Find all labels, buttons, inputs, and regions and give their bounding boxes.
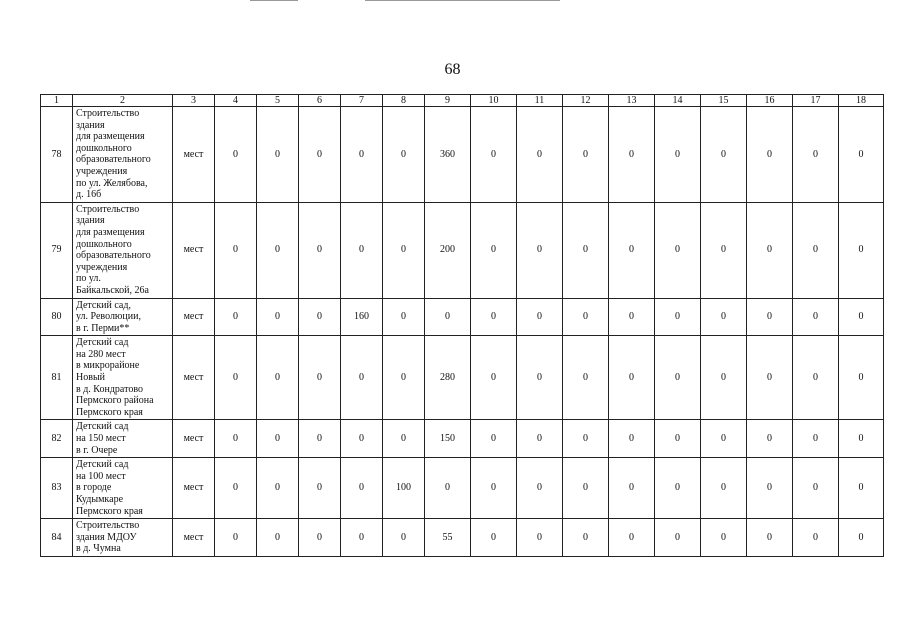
description-line: по ул. bbox=[76, 273, 101, 285]
value-cell: 0 bbox=[517, 458, 563, 519]
description-line: д. 16б bbox=[76, 189, 102, 201]
unit-cell: мест bbox=[173, 458, 215, 519]
description-line: Строительство bbox=[76, 520, 140, 532]
table-row bbox=[41, 298, 884, 336]
value-cell: 0 bbox=[609, 458, 655, 519]
description-line: на 280 мест bbox=[76, 348, 126, 360]
value-cell: 200 bbox=[425, 202, 471, 298]
column-number-header: 6 bbox=[299, 95, 341, 107]
value-cell: 0 bbox=[215, 519, 257, 557]
description-line: учреждения bbox=[76, 165, 128, 177]
value-cell: 0 bbox=[471, 420, 517, 458]
unit-cell: мест bbox=[173, 519, 215, 557]
column-number-header: 15 bbox=[701, 95, 747, 107]
column-number-header: 17 bbox=[793, 95, 839, 107]
row-number-cell: 79 bbox=[41, 202, 73, 298]
table-header-row bbox=[41, 95, 884, 107]
value-cell: 0 bbox=[299, 519, 341, 557]
object-description-cell bbox=[73, 336, 173, 420]
row-number-cell: 80 bbox=[41, 298, 73, 336]
description-line: по ул. Желябова, bbox=[76, 177, 148, 189]
value-cell: 0 bbox=[701, 458, 747, 519]
description-line: здания bbox=[76, 215, 105, 227]
value-cell: 0 bbox=[839, 107, 884, 203]
table-row bbox=[41, 519, 884, 557]
description-line: для размещения bbox=[76, 131, 145, 143]
description-line: учреждения bbox=[76, 261, 128, 273]
value-cell: 0 bbox=[839, 420, 884, 458]
value-cell: 0 bbox=[215, 298, 257, 336]
value-cell: 0 bbox=[383, 107, 425, 203]
description-line: Байкальской, 26а bbox=[76, 284, 149, 296]
value-cell: 160 bbox=[341, 298, 383, 336]
value-cell: 0 bbox=[517, 298, 563, 336]
value-cell: 0 bbox=[383, 336, 425, 420]
value-cell: 0 bbox=[747, 519, 793, 557]
value-cell: 0 bbox=[471, 458, 517, 519]
description-line: для размещения bbox=[76, 226, 145, 238]
value-cell: 0 bbox=[215, 458, 257, 519]
value-cell: 0 bbox=[383, 420, 425, 458]
description-line: ул. Революции, bbox=[76, 311, 141, 323]
value-cell: 0 bbox=[341, 519, 383, 557]
value-cell: 0 bbox=[655, 336, 701, 420]
value-cell: 0 bbox=[257, 458, 299, 519]
object-description-cell bbox=[73, 202, 173, 298]
value-cell: 0 bbox=[471, 298, 517, 336]
column-number-header: 8 bbox=[383, 95, 425, 107]
description-line: Детский сад, bbox=[76, 299, 131, 311]
value-cell: 0 bbox=[655, 298, 701, 336]
value-cell: 0 bbox=[425, 458, 471, 519]
table-row bbox=[41, 458, 884, 519]
object-description-cell bbox=[73, 420, 173, 458]
description-line: здания bbox=[76, 119, 105, 131]
object-description-cell bbox=[73, 298, 173, 336]
value-cell: 0 bbox=[215, 107, 257, 203]
value-cell: 0 bbox=[655, 458, 701, 519]
column-number-header: 14 bbox=[655, 95, 701, 107]
row-number-cell: 83 bbox=[41, 458, 73, 519]
value-cell: 0 bbox=[793, 519, 839, 557]
value-cell: 55 bbox=[425, 519, 471, 557]
object-description-cell bbox=[73, 458, 173, 519]
description-line: на 100 мест bbox=[76, 470, 126, 482]
value-cell: 0 bbox=[383, 298, 425, 336]
value-cell: 0 bbox=[471, 107, 517, 203]
row-number-cell: 82 bbox=[41, 420, 73, 458]
description-line: Новый bbox=[76, 372, 106, 384]
value-cell: 0 bbox=[609, 519, 655, 557]
description-line: в г. Очере bbox=[76, 444, 118, 456]
description-line: Пермского района bbox=[76, 395, 154, 407]
column-number-header: 5 bbox=[257, 95, 299, 107]
unit-cell: мест bbox=[173, 298, 215, 336]
value-cell: 0 bbox=[793, 420, 839, 458]
value-cell: 280 bbox=[425, 336, 471, 420]
value-cell: 0 bbox=[299, 202, 341, 298]
value-cell: 0 bbox=[701, 202, 747, 298]
unit-cell: мест bbox=[173, 336, 215, 420]
value-cell: 0 bbox=[341, 458, 383, 519]
value-cell: 0 bbox=[655, 202, 701, 298]
value-cell: 0 bbox=[747, 107, 793, 203]
value-cell: 0 bbox=[747, 458, 793, 519]
column-number-header: 16 bbox=[747, 95, 793, 107]
description-line: в микрорайоне bbox=[76, 360, 140, 372]
table-row bbox=[41, 420, 884, 458]
value-cell: 0 bbox=[471, 519, 517, 557]
scan-edge-line bbox=[250, 0, 298, 1]
value-cell: 0 bbox=[609, 336, 655, 420]
description-line: образовательного bbox=[76, 250, 151, 262]
description-line: здания МДОУ bbox=[76, 531, 137, 543]
value-cell: 0 bbox=[341, 107, 383, 203]
value-cell: 0 bbox=[563, 519, 609, 557]
value-cell: 0 bbox=[609, 298, 655, 336]
description-line: на 150 мест bbox=[76, 433, 126, 445]
value-cell: 150 bbox=[425, 420, 471, 458]
description-line: в г. Перми** bbox=[76, 322, 130, 334]
value-cell: 0 bbox=[839, 298, 884, 336]
value-cell: 0 bbox=[341, 420, 383, 458]
value-cell: 0 bbox=[839, 458, 884, 519]
value-cell: 0 bbox=[517, 107, 563, 203]
value-cell: 0 bbox=[655, 519, 701, 557]
value-cell: 0 bbox=[793, 458, 839, 519]
description-line: Строительство bbox=[76, 203, 140, 215]
value-cell: 0 bbox=[299, 336, 341, 420]
description-line: дошкольного bbox=[76, 238, 132, 250]
table-row bbox=[41, 202, 884, 298]
row-number-cell: 78 bbox=[41, 107, 73, 203]
column-number-header: 7 bbox=[341, 95, 383, 107]
value-cell: 0 bbox=[257, 202, 299, 298]
column-number-header: 2 bbox=[73, 95, 173, 107]
description-line: дошкольного bbox=[76, 142, 132, 154]
value-cell: 0 bbox=[609, 420, 655, 458]
value-cell: 0 bbox=[383, 519, 425, 557]
object-description-cell bbox=[73, 107, 173, 203]
value-cell: 0 bbox=[215, 336, 257, 420]
description-line: Детский сад bbox=[76, 337, 129, 349]
value-cell: 0 bbox=[341, 336, 383, 420]
column-number-header: 9 bbox=[425, 95, 471, 107]
capacity-table bbox=[40, 94, 884, 557]
value-cell: 0 bbox=[793, 107, 839, 203]
value-cell: 0 bbox=[471, 202, 517, 298]
column-number-header: 3 bbox=[173, 95, 215, 107]
value-cell: 0 bbox=[563, 336, 609, 420]
scan-edge-line bbox=[365, 0, 560, 1]
value-cell: 0 bbox=[383, 202, 425, 298]
value-cell: 0 bbox=[563, 202, 609, 298]
description-line: Детский сад bbox=[76, 421, 129, 433]
column-number-header: 12 bbox=[563, 95, 609, 107]
value-cell: 0 bbox=[563, 420, 609, 458]
column-number-header: 13 bbox=[609, 95, 655, 107]
value-cell: 0 bbox=[517, 519, 563, 557]
unit-cell: мест bbox=[173, 420, 215, 458]
column-number-header: 4 bbox=[215, 95, 257, 107]
value-cell: 0 bbox=[839, 336, 884, 420]
row-number-cell: 84 bbox=[41, 519, 73, 557]
object-description-cell bbox=[73, 519, 173, 557]
value-cell: 0 bbox=[425, 298, 471, 336]
unit-cell: мест bbox=[173, 202, 215, 298]
column-number-header: 11 bbox=[517, 95, 563, 107]
table-row bbox=[41, 107, 884, 203]
value-cell: 0 bbox=[215, 420, 257, 458]
value-cell: 0 bbox=[563, 298, 609, 336]
column-number-header: 10 bbox=[471, 95, 517, 107]
value-cell: 0 bbox=[655, 107, 701, 203]
column-number-header: 18 bbox=[839, 95, 884, 107]
value-cell: 0 bbox=[701, 420, 747, 458]
table-row bbox=[41, 336, 884, 420]
description-line: Пермского края bbox=[76, 505, 143, 517]
value-cell: 0 bbox=[747, 420, 793, 458]
value-cell: 0 bbox=[747, 298, 793, 336]
value-cell: 0 bbox=[839, 519, 884, 557]
description-line: Пермского края bbox=[76, 406, 143, 418]
value-cell: 100 bbox=[383, 458, 425, 519]
value-cell: 0 bbox=[341, 202, 383, 298]
value-cell: 0 bbox=[793, 202, 839, 298]
value-cell: 0 bbox=[609, 202, 655, 298]
value-cell: 0 bbox=[299, 107, 341, 203]
value-cell: 0 bbox=[839, 202, 884, 298]
value-cell: 0 bbox=[257, 519, 299, 557]
value-cell: 0 bbox=[517, 420, 563, 458]
value-cell: 0 bbox=[257, 336, 299, 420]
value-cell: 0 bbox=[655, 420, 701, 458]
value-cell: 0 bbox=[793, 336, 839, 420]
value-cell: 0 bbox=[471, 336, 517, 420]
value-cell: 0 bbox=[701, 298, 747, 336]
description-line: в д. Кондратово bbox=[76, 383, 143, 395]
value-cell: 0 bbox=[747, 336, 793, 420]
value-cell: 0 bbox=[517, 336, 563, 420]
description-line: образовательного bbox=[76, 154, 151, 166]
value-cell: 0 bbox=[299, 298, 341, 336]
value-cell: 0 bbox=[215, 202, 257, 298]
value-cell: 0 bbox=[563, 107, 609, 203]
value-cell: 0 bbox=[517, 202, 563, 298]
value-cell: 0 bbox=[563, 458, 609, 519]
value-cell: 0 bbox=[793, 298, 839, 336]
value-cell: 0 bbox=[299, 458, 341, 519]
value-cell: 0 bbox=[701, 519, 747, 557]
value-cell: 0 bbox=[257, 420, 299, 458]
description-line: Строительство bbox=[76, 108, 140, 119]
value-cell: 0 bbox=[701, 107, 747, 203]
description-line: Детский сад bbox=[76, 459, 129, 471]
value-cell: 360 bbox=[425, 107, 471, 203]
unit-cell: мест bbox=[173, 107, 215, 203]
description-line: в д. Чумна bbox=[76, 543, 121, 555]
value-cell: 0 bbox=[257, 107, 299, 203]
description-line: Кудымкаре bbox=[76, 494, 124, 505]
value-cell: 0 bbox=[747, 202, 793, 298]
value-cell: 0 bbox=[609, 107, 655, 203]
value-cell: 0 bbox=[257, 298, 299, 336]
column-number-header: 1 bbox=[41, 95, 73, 107]
description-line: в городе bbox=[76, 482, 112, 494]
value-cell: 0 bbox=[701, 336, 747, 420]
page-number: 68 bbox=[444, 61, 461, 78]
row-number-cell: 81 bbox=[41, 336, 73, 420]
value-cell: 0 bbox=[299, 420, 341, 458]
